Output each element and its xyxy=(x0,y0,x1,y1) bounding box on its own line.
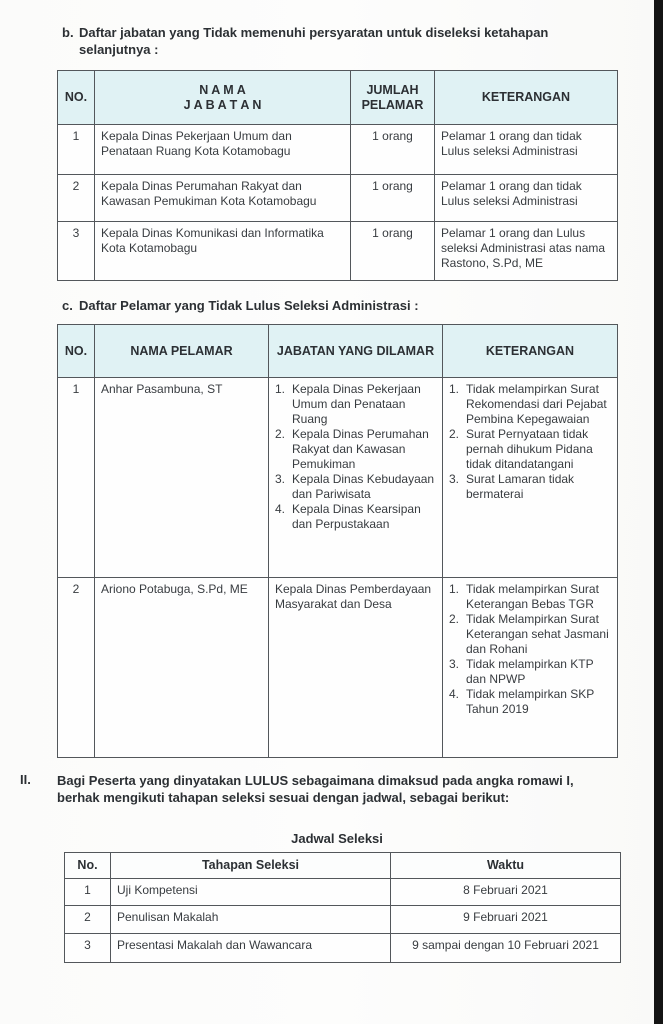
table-row xyxy=(58,378,618,578)
cell-jabatan-dilamar: Kepala Dinas Pemberdayaan Masyarakat dan Desa xyxy=(269,578,443,758)
table-row xyxy=(58,578,618,758)
table-row xyxy=(58,222,618,281)
list-item xyxy=(275,502,436,532)
cell-tahapan: Uji Kompetensi xyxy=(111,879,391,906)
section-b-label: b. xyxy=(62,25,74,40)
list-text: Kepala Dinas Kearsipan dan Perpustakaan xyxy=(292,502,421,531)
col-header-tahapan: Tahapan Seleksi xyxy=(111,853,391,879)
list-number: 1. xyxy=(449,582,460,596)
table-row xyxy=(65,879,621,906)
cell-nama-jabatan: Kepala Dinas Perumahan Rakyat dan Kawasan Pemukiman Kota Kotamobagu xyxy=(95,175,351,222)
section-ii-heading xyxy=(57,772,602,806)
list-number: 4. xyxy=(275,502,286,516)
list-item xyxy=(449,657,611,687)
cell-jumlah: 1 orang xyxy=(351,222,435,281)
section-ii-label: II. xyxy=(20,772,31,787)
col-header-nama-jabatan xyxy=(95,71,351,125)
jadwal-title: Jadwal Seleksi xyxy=(291,831,383,846)
list-number: 3. xyxy=(275,472,286,486)
list-text: Surat Pernyataan tidak pernah dihukum Pidana tidak ditandatangani xyxy=(466,427,593,471)
list-item xyxy=(449,612,611,657)
list-text: Kepala Dinas Perumahan Rakyat dan Kawasan Pemukiman xyxy=(292,427,429,471)
list-item xyxy=(275,382,436,427)
col-header-jabatan-dilamar: JABATAN YANG DILAMAR xyxy=(269,325,443,378)
col-header-no: NO. xyxy=(58,325,95,378)
table-pelamar-tidak-lulus xyxy=(57,324,618,758)
list-number: 2. xyxy=(449,612,460,626)
cell-keterangan xyxy=(443,578,618,758)
cell-no: 1 xyxy=(65,879,111,906)
cell-nama-pelamar: Anhar Pasambuna, ST xyxy=(95,378,269,578)
scan-edge-strip xyxy=(654,0,663,1024)
list-item xyxy=(449,582,611,612)
list-item xyxy=(449,382,611,427)
table-jabatan-tidak-memenuhi xyxy=(57,70,618,281)
cell-jumlah: 1 orang xyxy=(351,125,435,175)
cell-nama-jabatan: Kepala Dinas Pekerjaan Umum dan Penataan Ruang Kota Kotamobagu xyxy=(95,125,351,175)
section-b-text: Daftar jabatan yang Tidak memenuhi persyaratan untuk diseleksi ketahapan selanjutnya : xyxy=(79,25,549,57)
cell-keterangan xyxy=(443,378,618,578)
section-c-text: Daftar Pelamar yang Tidak Lulus Seleksi Administrasi : xyxy=(79,298,419,313)
list-number: 4. xyxy=(449,687,460,701)
col-header-no: NO. xyxy=(58,71,95,125)
list-number: 3. xyxy=(449,657,460,671)
cell-no: 2 xyxy=(65,906,111,934)
list-number: 1. xyxy=(449,382,460,396)
cell-no: 1 xyxy=(58,125,95,175)
cell-no: 3 xyxy=(58,222,95,281)
col-header-waktu: Waktu xyxy=(391,853,621,879)
header-line: N A M A xyxy=(199,82,246,97)
list-text: Tidak melampirkan KTP dan NPWP xyxy=(466,657,594,686)
col-header-keterangan: KETERANGAN xyxy=(435,71,618,125)
list-item xyxy=(449,472,611,502)
list-text: Tidak melampirkan Surat Rekomendasi dari Pejabat Pembina Kepegawaian xyxy=(466,382,607,426)
cell-keterangan: Pelamar 1 orang dan tidak Lulus seleksi Administrasi xyxy=(435,175,618,222)
cell-jabatan-dilamar xyxy=(269,378,443,578)
cell-no: 2 xyxy=(58,578,95,758)
list-item xyxy=(449,687,611,717)
cell-nama-jabatan: Kepala Dinas Komunikasi dan Informatika Kota Kotamobagu xyxy=(95,222,351,281)
table-row xyxy=(65,906,621,934)
list-item xyxy=(275,472,436,502)
section-b-heading xyxy=(62,24,619,58)
list-text: Kepala Dinas Pekerjaan Umum dan Penataan Ruang xyxy=(292,382,421,426)
col-header-nama-pelamar: NAMA PELAMAR xyxy=(95,325,269,378)
list-number: 3. xyxy=(449,472,460,486)
list-text: Tidak Melampirkan Surat Keterangan sehat Jasmani dan Rohani xyxy=(466,612,609,656)
section-c-label: c. xyxy=(62,298,73,313)
list-number: 1. xyxy=(275,382,286,396)
table-header-row xyxy=(58,325,618,378)
table-header-row xyxy=(58,71,618,125)
cell-keterangan: Pelamar 1 orang dan tidak Lulus seleksi Administrasi xyxy=(435,125,618,175)
cell-no: 3 xyxy=(65,934,111,963)
cell-waktu: 9 sampai dengan 10 Februari 2021 xyxy=(391,934,621,963)
table-row xyxy=(58,125,618,175)
list-text: Tidak melampirkan Surat Keterangan Bebas TGR xyxy=(466,582,599,611)
list-text: Tidak melampirkan SKP Tahun 2019 xyxy=(466,687,595,716)
cell-nama-pelamar: Ariono Potabuga, S.Pd, ME xyxy=(95,578,269,758)
list-number: 2. xyxy=(275,427,286,441)
header-line: JUMLAH xyxy=(366,82,419,97)
section-ii-text: Bagi Peserta yang dinyatakan LULUS sebagaimana dimaksud pada angka romawi I, berhak mengikuti tahapan seleksi sesuai dengan jadwal, sebagai berikut: xyxy=(57,773,574,805)
section-c-heading xyxy=(62,297,619,314)
col-header-jumlah-pelamar xyxy=(351,71,435,125)
cell-tahapan: Presentasi Makalah dan Wawancara xyxy=(111,934,391,963)
table-jadwal-seleksi xyxy=(64,852,621,963)
list-item xyxy=(449,427,611,472)
header-line: PELAMAR xyxy=(361,97,424,112)
list-text: Kepala Dinas Kebudayaan dan Pariwisata xyxy=(292,472,435,501)
list-number: 2. xyxy=(449,427,460,441)
cell-tahapan: Penulisan Makalah xyxy=(111,906,391,934)
col-header-no: No. xyxy=(65,853,111,879)
cell-keterangan: Pelamar 1 orang dan Lulus seleksi Administrasi atas nama Rastono, S.Pd, ME xyxy=(435,222,618,281)
cell-waktu: 8 Februari 2021 xyxy=(391,879,621,906)
cell-no: 2 xyxy=(58,175,95,222)
table-row xyxy=(65,934,621,963)
header-line: J A B A T A N xyxy=(183,97,262,112)
list-text: Surat Lamaran tidak bermaterai xyxy=(466,472,575,501)
table-header-row xyxy=(65,853,621,879)
cell-waktu: 9 Februari 2021 xyxy=(391,906,621,934)
list-item xyxy=(275,427,436,472)
col-header-keterangan: KETERANGAN xyxy=(443,325,618,378)
table-row xyxy=(58,175,618,222)
cell-no: 1 xyxy=(58,378,95,578)
cell-jumlah: 1 orang xyxy=(351,175,435,222)
